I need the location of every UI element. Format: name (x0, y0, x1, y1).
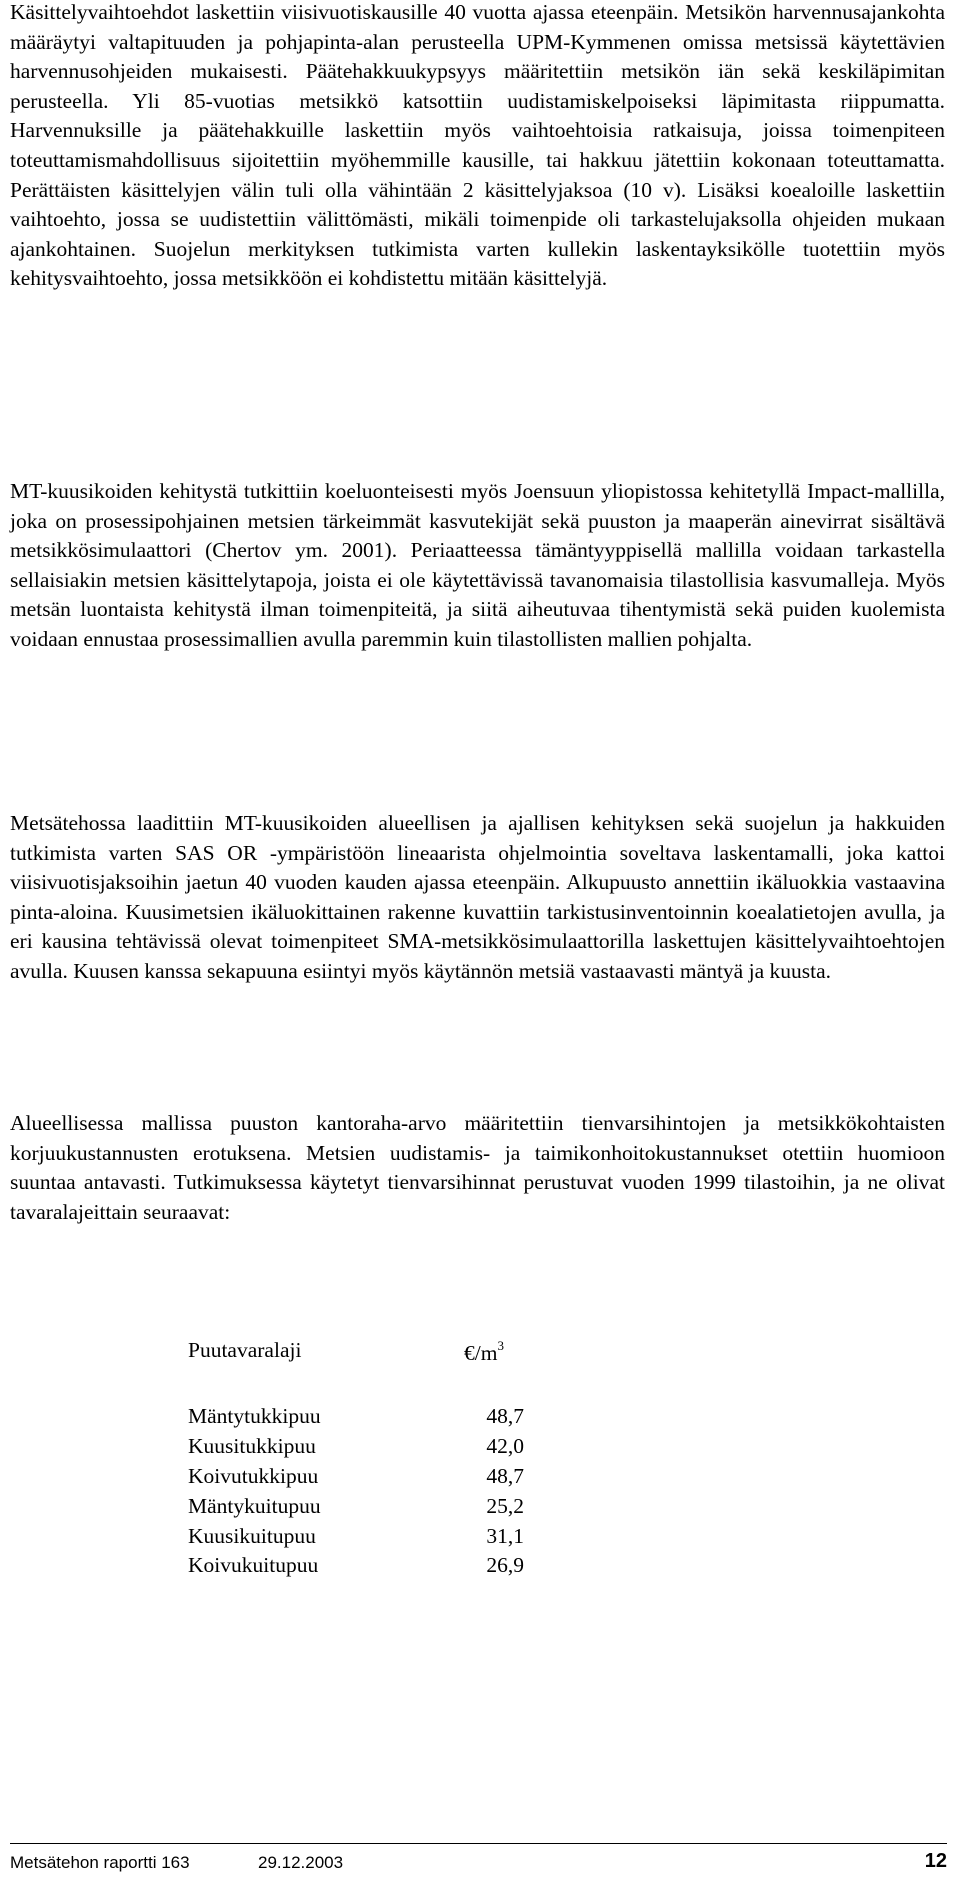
price-value: 48,7 (486, 1463, 524, 1488)
assortment-label: Koivutukkipuu (188, 1463, 319, 1488)
price-table-rows (188, 1402, 548, 1581)
assortment-label: Kuusikuitupuu (188, 1523, 316, 1548)
footer-date: 29.12.2003 (258, 1853, 344, 1872)
footer-divider (10, 1843, 947, 1844)
table-row (188, 1462, 548, 1492)
table-row (188, 1551, 548, 1581)
table-row (188, 1432, 548, 1462)
header-assortment: Puutavaralaji (188, 1338, 302, 1362)
assortment-label: Mäntytukkipuu (188, 1404, 321, 1429)
price-value: 48,7 (486, 1404, 524, 1429)
table-row (188, 1402, 548, 1432)
paragraph-impact-model: MT-kuusikoiden kehitystä tutkittiin koeluonteisesti myös Joensuun yliopistossa kehitetyllä Impact-mallilla, joka on prosessipohjainen metsien tärkeimmät kasvutekijät sekä puuston ja maaperän ainevirrat sisältävä metsikkösimulaattori (Chertov ym. 2001). Periaatteessa tämäntyyppisellä mallilla voidaan tarkastella sellaisiakin metsien käsittelytapoja, joista ei ole käytettävissä tavanomaisia tilastollisia kasvumalleja. Myös metsän luontaista kehitystä ilman toimenpiteitä, ja siitä aiheutuvaa tihentymistä sekä puiden kuolemista voidaan ennustaa prosessimallien avulla paremmin kuin tilastollisten mallien pohjalta. (10, 479, 945, 651)
page-number: 12 (924, 1850, 947, 1872)
price-value: 25,2 (486, 1493, 524, 1518)
price-table-header (188, 1338, 548, 1378)
footer-publication: Metsätehon raportti 163 (10, 1853, 190, 1872)
assortment-label: Kuusitukkipuu (188, 1434, 316, 1459)
assortment-label: Mäntykuitupuu (188, 1493, 321, 1518)
page-footer (10, 1850, 947, 1881)
price-value: 42,0 (486, 1434, 524, 1459)
header-unit-text: €/m (464, 1341, 498, 1365)
paragraph-stumpage-value: Alueellisessa mallissa puuston kantoraha-arvo määritettiin tienvarsihintojen ja metsikkökohtaisten korjuukustannusten erotuksena. Metsien uudistamis- ja taimikonhoitokustannukset otettiin huomioon suuntaa antavasti. Tutkimuksessa käytetyt tienvarsihinnat perustuvat vuoden 1999 tilastoihin, ja ne olivat tavaralajeittain seuraavat: (10, 1111, 945, 1224)
paragraph-regional-model: Metsätehossa laadittiin MT-kuusikoiden alueellisen ja ajallisen kehityksen sekä suojelun ja hakkuiden tutkimista varten SAS OR -ympäristöön lineaarista ohjelmointia soveltava laskentamalli, joka kattoi viisivuotisjaksoihin jaetun 40 vuoden kauden ajassa eteenpäin. Alkupuusto annettiin ikäluokkia vastaavina pinta-aloina. Kuusimetsien ikäluokittainen rakenne kuvattiin tarkistusinventoinnin koealatietojen avulla, ja eri kausina tehtävissä olevat toimenpiteet SMA-metsikkösimulaattorilla laskettujen käsittelyvaihtoehtojen avulla. Kuusen kanssa sekapuuna esiintyi myös käytännön metsiä vastaavasti mäntyä ja kuusta. (10, 811, 945, 983)
assortment-label: Koivukuitupuu (188, 1553, 319, 1578)
price-value: 26,9 (486, 1553, 524, 1578)
paragraph-treatment-options: Käsittelyvaihtoehdot laskettiin viisivuotiskausille 40 vuotta ajassa eteenpäin. Metsikön harvennusajankohta määräytyi valtapituuden ja pohjapinta-alan perusteella UPM-Kymmenen omissa metsissä käytettävien harvennusohjeiden mukaisesti. Päätehakkuukypsyys määritettiin metsikön iän sekä keskiläpimitan perusteella. Yli 85-vuotias metsikkö katsottiin uudistamiskelpoiseksi läpimitasta riippumatta. Harvennuksille ja päätehakkuille laskettiin myös vaihtoehtoisia ratkaisuja, joissa toimenpiteen toteuttamismahdollisuus sijoitettiin myöhemmille kausille, tai hakkuu jätettiin kokonaan toteuttamatta. Perättäisten käsittelyjen välin tuli olla vähintään 2 käsittelyjaksoa (10 v). Lisäksi koealoille laskettiin vaihtoehto, jossa se uudistettiin välittömästi, mikäli toimenpide oli tarkastelujaksolla ohjeiden mukaan ajankohtainen. Suojelun merkityksen tutkimista varten kullekin laskentayksikölle tuotettiin myös kehitysvaihtoehto, jossa metsikköön ei kohdistettu mitään käsittelyjä. (10, 0, 945, 291)
header-unit-exponent: 3 (497, 1338, 504, 1353)
table-row (188, 1491, 548, 1521)
price-value: 31,1 (486, 1523, 524, 1548)
header-unit (464, 1338, 548, 1366)
table-row (188, 1521, 548, 1551)
price-table (188, 1338, 548, 1581)
